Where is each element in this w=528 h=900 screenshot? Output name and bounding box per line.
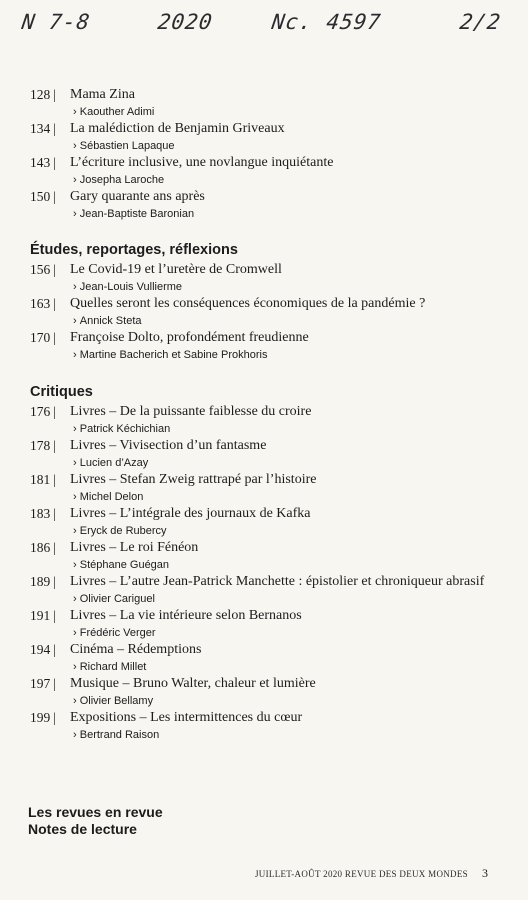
entry-page-number: 150 [30,189,51,204]
author-chevron-icon: › [73,349,80,361]
entry-body [70,188,500,222]
entry-page-number: 183 [30,506,51,521]
entry-page-number: 181 [30,472,51,487]
entry-title: Françoise Dolto, profondément freudienne [70,330,309,345]
entry-body [70,709,500,743]
page-separator: | [53,642,56,657]
entry-page [30,607,70,625]
entry-page [30,641,70,659]
page-separator: | [53,676,56,691]
toc-entry [30,471,500,505]
entry-author-name: Eryck de Rubercy [79,525,167,537]
author-chevron-icon: › [73,695,80,707]
entry-body [70,154,500,188]
author-chevron-icon: › [73,315,80,327]
entry-body [70,329,500,363]
section-title: Études, reportages, réflexions [30,242,238,258]
entry-body [70,471,500,505]
page-separator: | [53,438,56,453]
entry-title: Le Covid-19 et l’uretère de Cromwell [70,262,282,277]
page-separator: | [53,189,56,204]
toc-section [30,383,500,743]
entry-title: Cinéma – Rédemptions [70,642,202,657]
toc-entry [30,261,500,295]
page-separator: | [53,404,56,419]
entry-page [30,295,70,313]
entry-page [30,329,70,347]
entry-author-name: Martine Bacherich et Sabine Prokhoris [79,349,268,361]
toc-entry [30,539,500,573]
entry-page [30,573,70,591]
entry-page-number: 189 [30,574,51,589]
extra-sections [28,804,163,838]
entry-title: La malédiction de Benjamin Griveaux [70,121,285,136]
entry-author-name: Annick Steta [79,315,142,327]
toc-entry [30,641,500,675]
entry-title: L’écriture inclusive, une novlangue inquiétante [70,155,334,170]
toc-entry [30,675,500,709]
entry-title: Livres – Stefan Zweig rattrapé par l’histoire [70,472,317,487]
entry-author-name: Jean-Baptiste Baronian [79,208,195,220]
entry-page-number: 194 [30,642,51,657]
entry-page-number: 178 [30,438,51,453]
toc-entry [30,505,500,539]
entry-page [30,539,70,557]
entry-page [30,437,70,455]
toc-entry [30,403,500,437]
entry-author [70,523,500,539]
entry-page [30,403,70,421]
page-separator: | [53,472,56,487]
entry-page-number: 197 [30,676,51,691]
entry-author-name: Kaouther Adimi [79,106,155,118]
entry-page [30,261,70,279]
entry-body [70,86,500,120]
entry-page-number: 199 [30,710,51,725]
stamp-year: 2020 [156,10,215,34]
toc-section [30,86,500,222]
entry-title: Mama Zina [70,87,135,102]
entry-author [70,727,500,743]
entry-body [70,573,500,607]
table-of-contents [30,86,500,743]
entry-page [30,154,70,172]
entry-author-name: Bertrand Raison [79,729,160,741]
entry-title: Livres – L’autre Jean-Patrick Manchette : épistolier et chroniqueur abrasif [70,574,485,589]
stamp-number: Nc. 4597 [270,10,383,34]
entry-body [70,539,500,573]
page-separator: | [53,87,56,102]
entry-author-name: Jean-Louis Vullierme [79,281,183,293]
page-separator: | [53,608,56,623]
entry-page [30,120,70,138]
handwritten-stamp [0,4,528,40]
author-chevron-icon: › [73,457,80,469]
author-chevron-icon: › [73,729,80,741]
entry-author [70,557,500,573]
entry-author-name: Patrick Kéchichian [79,423,171,435]
entry-page [30,471,70,489]
entry-body [70,505,500,539]
entry-author-name: Stéphane Guégan [79,559,170,571]
toc-entry [30,188,500,222]
author-chevron-icon: › [73,559,80,571]
entry-author-name: Josepha Laroche [79,174,165,186]
entry-author-name: Olivier Cariguel [79,593,155,605]
stamp-ref: N 7-8 [20,10,92,34]
toc-entry [30,437,500,471]
stamp-page-fraction: 2/2 [458,10,503,34]
entry-page-number: 134 [30,121,51,136]
entry-title: Quelles seront les conséquences économiques de la pandémie ? [70,296,426,311]
entry-author [70,104,500,120]
entry-title: Gary quarante ans après [70,189,205,204]
page-separator: | [53,540,56,555]
entry-page [30,709,70,727]
entry-body [70,295,500,329]
toc-entry [30,154,500,188]
page-separator: | [53,296,56,311]
entry-author [70,172,500,188]
entry-author [70,693,500,709]
entry-title: Expositions – Les intermittences du cœur [70,710,303,725]
entry-page-number: 186 [30,540,51,555]
entry-page-number: 143 [30,155,51,170]
entry-page [30,86,70,104]
author-chevron-icon: › [73,281,80,293]
entry-author [70,347,500,363]
entry-body [70,675,500,709]
author-chevron-icon: › [73,174,80,186]
entry-page-number: 163 [30,296,51,311]
entry-title: Livres – La vie intérieure selon Bernanos [70,608,302,623]
page-number: 3 [482,866,488,880]
author-chevron-icon: › [73,491,80,503]
entry-author-name: Lucien d’Azay [79,457,149,469]
section-title: Critiques [30,384,93,400]
entry-author [70,659,500,675]
entry-body [70,607,500,641]
toc-entry [30,295,500,329]
entry-body [70,641,500,675]
entry-author-name: Sébastien Lapaque [79,140,175,152]
author-chevron-icon: › [73,423,80,435]
entry-author [70,206,500,222]
entry-page-number: 191 [30,608,51,623]
entry-body [70,261,500,295]
entry-page-number: 156 [30,262,51,277]
entry-author [70,421,500,437]
entry-author-name: Frédéric Verger [79,627,156,639]
page-separator: | [53,262,56,277]
page-separator: | [53,574,56,589]
entry-page [30,675,70,693]
page-separator: | [53,330,56,345]
extra-reading-notes: Notes de lecture [28,821,137,837]
entry-title: Livres – Vivisection d’un fantasme [70,438,267,453]
entry-author [70,591,500,607]
toc-entry [30,86,500,120]
entry-page-number: 176 [30,404,51,419]
author-chevron-icon: › [73,525,80,537]
page-separator: | [53,155,56,170]
entry-author [70,455,500,471]
entry-author [70,138,500,154]
entry-page-number: 128 [30,87,51,102]
toc-entry [30,573,500,607]
entry-author [70,625,500,641]
author-chevron-icon: › [73,106,80,118]
page-separator: | [53,506,56,521]
entry-body [70,437,500,471]
toc-entry [30,709,500,743]
entry-author [70,489,500,505]
entry-author-name: Michel Delon [79,491,144,503]
entry-title: Musique – Bruno Walter, chaleur et lumière [70,676,316,691]
entry-author [70,313,500,329]
toc-section [30,241,500,363]
entry-author-name: Richard Millet [79,661,147,673]
issue-footer: JUILLET-AOÛT 2020 REVUE DES DEUX MONDES [255,869,468,879]
author-chevron-icon: › [73,627,80,639]
entry-page [30,505,70,523]
author-chevron-icon: › [73,593,80,605]
author-chevron-icon: › [73,140,80,152]
entry-page-number: 170 [30,330,51,345]
entry-title: Livres – De la puissante faiblesse du croire [70,404,312,419]
author-chevron-icon: › [73,661,80,673]
toc-entry [30,607,500,641]
author-chevron-icon: › [73,208,80,220]
page-separator: | [53,121,56,136]
extra-reviews: Les revues en revue [28,804,163,820]
entry-body [70,120,500,154]
toc-entry [30,329,500,363]
entry-page [30,188,70,206]
entry-title: Livres – Le roi Fénéon [70,540,199,555]
entry-author-name: Olivier Bellamy [79,695,154,707]
entry-body [70,403,500,437]
toc-entry [30,120,500,154]
entry-title: Livres – L’intégrale des journaux de Kafka [70,506,311,521]
page-separator: | [53,710,56,725]
entry-author [70,279,500,295]
